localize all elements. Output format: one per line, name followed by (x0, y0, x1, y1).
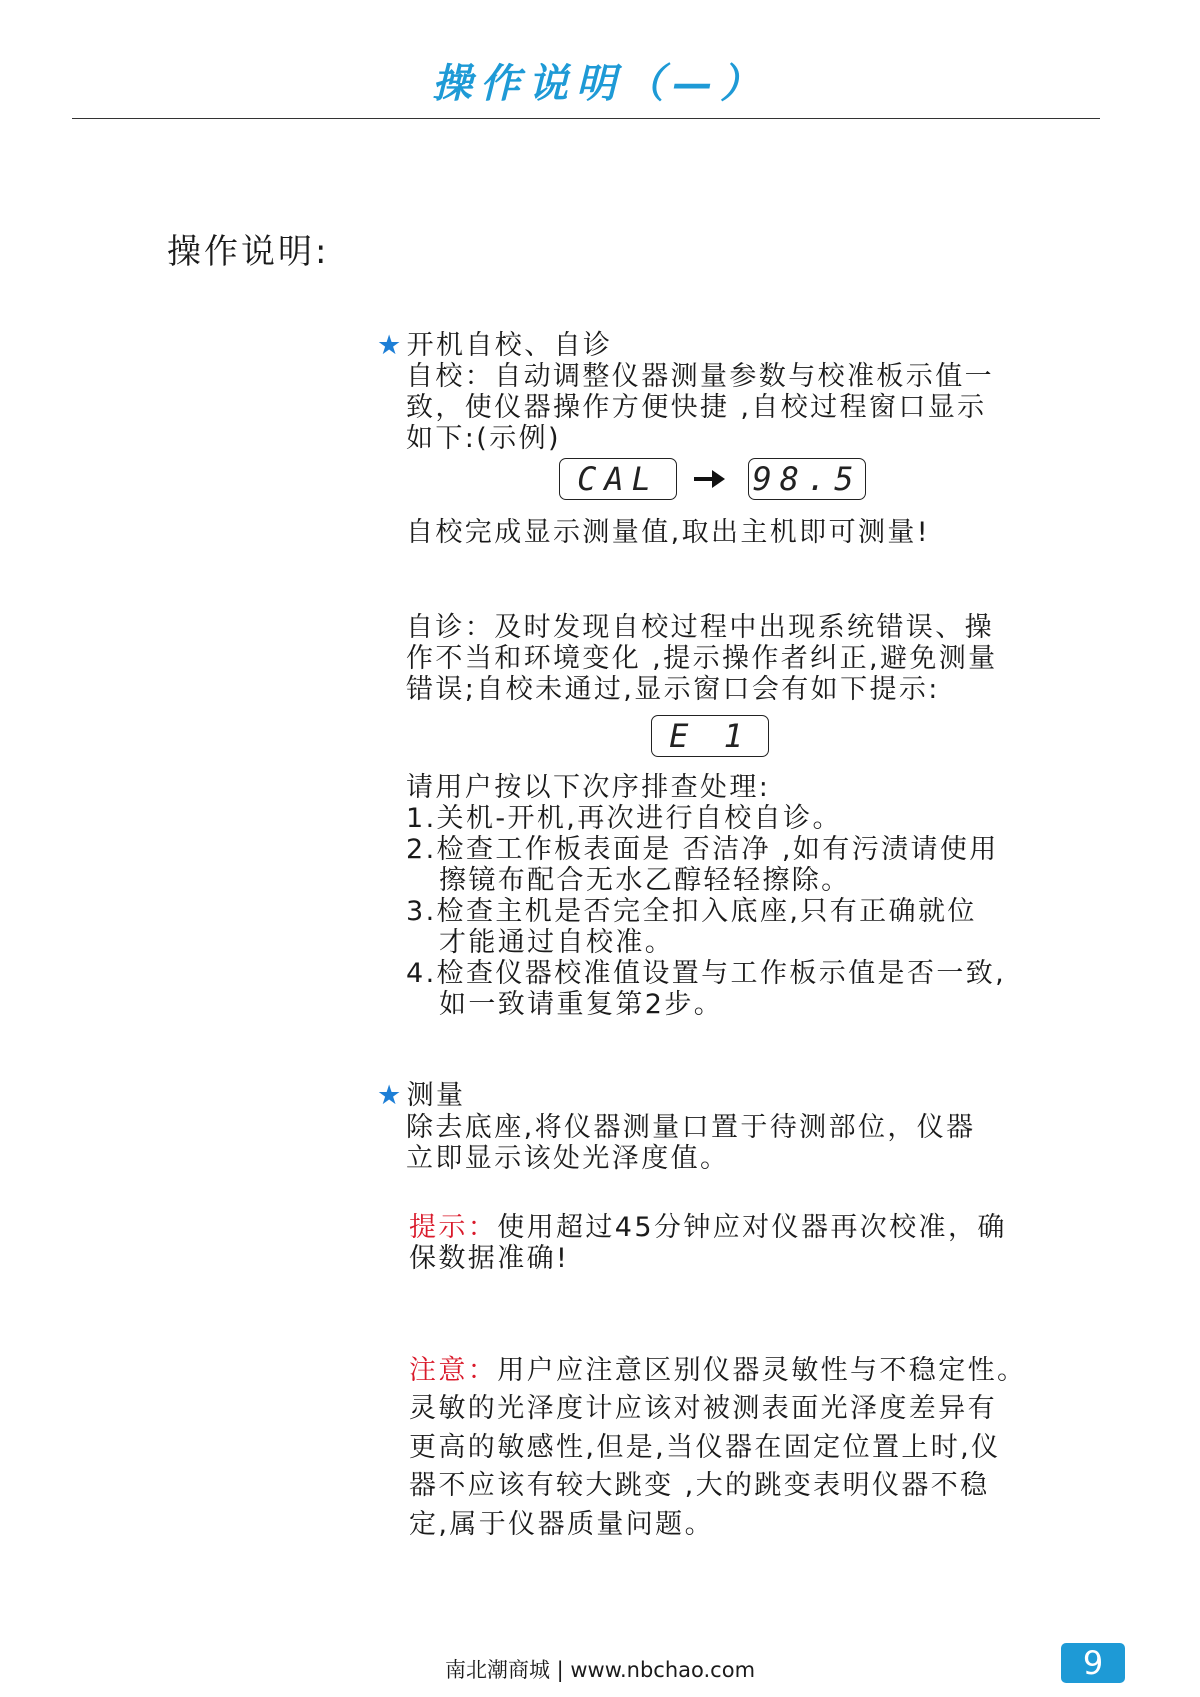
page-header-title: 操作说明（—） (432, 60, 768, 107)
step-item-2: 2.检查工作板表面是 否洁净 ,如有污渍请使用 擦镜布配合无水乙醇轻轻擦除。 (406, 834, 999, 896)
lcd-display-cal: CAL (559, 458, 677, 500)
note-first-line-text: 用户应注意区别仪器灵敏性与不稳定性。 (497, 1355, 1027, 1386)
lcd-display-value: 98.5 (748, 458, 866, 500)
measurement-heading (377, 1080, 465, 1111)
page-number-badge: 9 (1061, 1643, 1125, 1683)
self-check-heading (377, 330, 612, 361)
self-check-heading-text: 开机自校、自诊 (406, 330, 613, 361)
steps-intro: 请用户按以下次序排查处理: (406, 772, 771, 803)
lcd-display-error: E 1 (651, 715, 769, 757)
step-item-1: 1.关机-开机,再次进行自校自诊。 (406, 803, 842, 834)
tip-text: 使用超过45分钟应对仪器再次校准，确 保数据准确! (409, 1212, 1007, 1274)
footer-website: 南北潮商城 | www.nbchao.com (444, 1658, 756, 1682)
calibration-text: 自校：自动调整仪器测量参数与校准板示值一 致，使仪器操作方便快捷 ,自校过程窗口显示 如下:(示例) (406, 361, 994, 454)
tip-label: 提示： (409, 1212, 498, 1243)
star-icon: ★ (377, 1080, 404, 1111)
diagnosis-text: 自诊：及时发现自校过程中出现系统错误、操 作不当和环境变化 ,提示操作者纠正,避免测量 错误;自校未通过,显示窗口会有如下提示: (406, 612, 998, 705)
completion-text: 自校完成显示测量值,取出主机即可测量! (406, 517, 931, 548)
note-label: 注意： (409, 1355, 498, 1386)
measurement-text: 除去底座,将仪器测量口置于待测部位，仪器 立即显示该处光泽度值。 (406, 1112, 976, 1174)
tip-paragraph (409, 1212, 1007, 1274)
arrow-right-icon (692, 466, 726, 492)
star-icon: ★ (377, 330, 404, 361)
note-first-line (409, 1352, 1026, 1391)
note-body: 灵敏的光泽度计应该对被测表面光泽度差异有 更高的敏感性,但是,当仪器在固定位置上时,仪 器不应该有较大跳变 ,大的跳变表明仪器不稳 定,属于仪器质量问题。 (409, 1393, 1001, 1540)
step-item-4: 4.检查仪器校准值设置与工作板示值是否一致, 如一致请重复第2步。 (406, 958, 1007, 1020)
step-item-3: 3.检查主机是否完全扣入底座,只有正确就位 才能通过自校准。 (406, 896, 977, 958)
section-heading: 操作说明: (167, 232, 330, 272)
measurement-heading-text: 测量 (406, 1080, 466, 1111)
header-divider (72, 118, 1100, 119)
